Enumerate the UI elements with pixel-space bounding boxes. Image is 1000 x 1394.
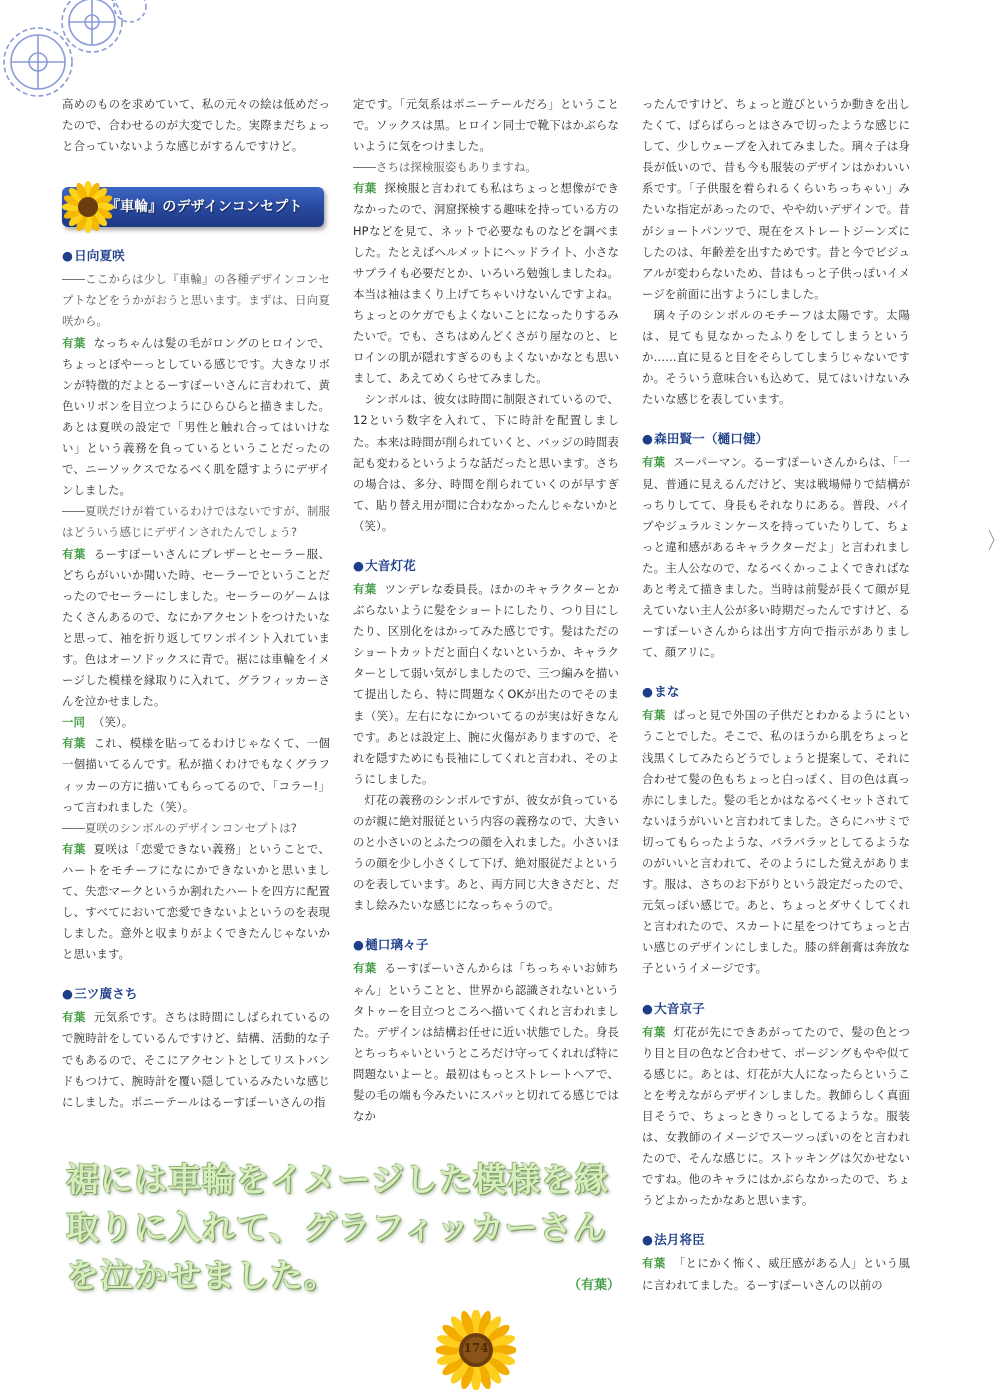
speaker-name: 有葉 [62,841,86,856]
paragraph: 璃々子のシンボルのモチーフは太陽です。太陽は、見ても見なかったふりをしてしまうというか……直に見ると目をそらしてしまうじゃないですか。そういう意味合いも込めて、見てはいけないみたいな感じを表しています。 [642,307,910,407]
speaker-paragraph [62,839,330,966]
speaker-name: 有葉 [62,335,86,350]
paragraph-text: 探検服と言われても私はちょっと想像ができなかったので、洞窟探検する趣味を持っている方のHPなどを見て、ネットで必要なものなどを調べました。たとえばヘルメットにヘッドライト、小さなサプライも必要だとか、いろいろ勉強しましたね。本当は袖はまくり上げてちゃいけないんですよね。ちょっとのケガでもよくないことになったりするみたいで。でも、さちはめんどくさがり屋なのと、ヒロインの肌が隠れすぎるのもよくないかなとも思いまして、あえてめくらせてみました。 [353,181,619,386]
pull-quote: 裾には車輪をイメージした模様を縁取りに入れて、グラフィッカーさんを泣かせました。 [66,1160,610,1295]
paragraph-text: るーすぽーいさんにブレザーとセーラー服、どちらがいいか聞いた時、セーラーでということだったのでセーラーにしました。セーラーのゲームはたくさんあるので、なにかアクセントをつけたいなと思って、袖を折り返してワンポイント入れています。色はオーソドックスに青で。裾には車輪をイメージした模様を縁取りに入れて、グラフィッカーさんを泣かせました。 [62,546,330,709]
character-name: 三ツ廣さち [74,986,138,1002]
text-column-1 [62,94,330,1113]
speaker-name: 一同 [62,715,85,730]
character-name: まな [654,684,680,700]
paragraph-text: るーすぽーいさんからは「ちっちゃいお姉ちゃん」ということと、世界から認識されないというタトゥーを目立つところへ描いてくれと言われました。デザインは結構お任せに近い状態でした。身長とちっちゃいというところだけ守ってくれれば特に問題ないよーと。最初はもっとストレートヘアで、髪の毛の端も今みたいにスパッと切れてる感じではなか [353,961,620,1124]
paragraph: ったんですけど、ちょっと遊びというか動きを出したくて、ばらばらっとはさみで切ったような感じにして、少しウェーブを入れてみました。璃々子は身長が低いので、昔も今も服装のデザインはかわいい系です。「子供服を着られるくらいちっちゃい」みたいな指定があったので、やや幼いデザインで。昔がショートパンツで、現在をストレートジーンズにしたのは、年齢差を出すためです。昔と今でビジュアルが変わらないため、昔はもっと子供っぽいイメージを前面に出すようにしました。 [642,97,910,301]
speaker-paragraph [62,733,330,817]
character-heading [642,998,910,1020]
paragraph: 高めのものを求めていて、私の元々の絵は低めだったので、合わせるのが大変でした。実際まだちょっと合っていないような感じがするんですけど。 [62,97,330,154]
character-name: 法月将臣 [654,1232,705,1248]
paragraph-text: スーパーマン。るーすぽーいさんからは、「一見、普通に見えるんだけど、実は戦場帰りで結構がっちりしてて、身長もそれなりにある。普段、パイプやジュラルミンケースを持っていたりして、ちょっと違和感があるキャラクターだよ」と言われました。主人公なので、なるべくかっこよくできればなあと考えて描きました。当時は前髪が長くて顔が見えていない主人公が多い時期だったんですけど、るーすぽーいさんからは出す方向で指示がありまして、顔アリに。 [642,455,911,660]
paragraph-text: ツンデレな委員長。ほかのキャラクターとかぶらないように髪をショートにしたり、つり目にしたり、区別化をはかってみた感じです。髪はただのショートカットだと面白くないというか、キャラクターとして弱い気がしましたので、三つ編みを描いて提出したら、特に問題なくOKが出たのでそのまま（笑）。左右になにかついてるのが実は好きなんです。あとは設定上、腕に火傷がありますので、それを隠すためにも長袖にしてくれと言われ、そのようにしました。 [353,581,620,786]
speaker-paragraph [62,712,330,733]
speaker-paragraph [62,333,330,502]
bullet-icon: ● [62,986,74,1002]
bullet-icon: ● [353,557,365,573]
speaker-paragraph [62,1007,330,1112]
speaker-paragraph [353,958,619,1127]
speaker-paragraph [62,544,330,713]
speaker-name: 有葉 [62,1010,86,1025]
character-heading [642,681,910,703]
page-number: 174 [463,1341,489,1355]
speaker-paragraph [642,452,910,663]
character-name: 樋口璃々子 [365,937,429,953]
speaker-name: 有葉 [642,455,666,470]
speaker-paragraph [642,1253,910,1295]
paragraph-text: （笑）。 [92,715,134,730]
speaker-paragraph [353,579,619,790]
speaker-name: 有葉 [642,708,666,723]
bullet-icon: ● [642,431,654,447]
text-column-3 [642,94,910,1296]
character-heading [642,1229,910,1251]
paragraph: シンボルは、彼女は時間に制限されているので、12という数字を入れて、下に時計を配置しました。本来は時間が削られていくと、バッジの時間表記も変わるというような話だったと思います。さちの場合は、多分、時間を削られていくのが早すぎて、貼り替え用が間に合わなかったんじゃないかと（笑）。 [353,392,619,533]
character-heading [62,245,330,267]
speaker-name: 有葉 [353,581,377,596]
character-heading [642,428,910,450]
interviewer-question: ――さちは探検服姿もありますね。 [353,160,537,175]
interviewer-question: ――ここからは少し『車輪』の各種デザインコンセプトなどをうかがおうと思います。まずは、日向夏咲から。 [62,272,330,329]
character-name: 森田賢一（樋口健） [654,431,769,447]
paragraph-text: 夏咲は「恋愛できない義務」ということで、ハートをモチーフになにかできないかと思いまして、失恋マークというか割れたハートを四方に配置し、すべてにおいて恋愛できないよというのを表現しました。意外と収まりがよくできたんじゃないかと思います。 [62,841,331,962]
character-heading [353,934,619,956]
bullet-icon: ● [642,1232,654,1248]
paragraph-text: 灯花が先にできあがってたので、髪の色とつり目と目の色など合わせて、ポージングもやや似てる感じに。あとは、灯花が大人になったらということを考えながらデザインしました。教師らしく真面目そうで、ちょっときりっとしてるような。服装は、女教師のイメージでスーツっぽいのをと言われたので、そんな感じに。ストッキングは欠かせないですね。他のキャラにはかぶらなかったので、ちょうどよかったかなあと思います。 [642,1024,911,1208]
paragraph-text: 元気系です。さちは時間にしばられているので腕時計をしているんですけど、結構、活動的な子でもあるので、そこにアクセントとしてリストバンドもつけて、腕時計を覆い隠しているみたいな感じにしました。ポニーテールはるーすぽーいさんの指 [62,1010,331,1109]
bullet-icon: ● [642,1000,654,1016]
bullet-icon: ● [353,937,365,953]
paragraph: 灯花の義務のシンボルですが、彼女が負っているのが親に絶対服従という内容の義務なので、大きいのと小さいのとふたつの顔を入れました。小さいほうの顔を少し小さくして下げ、絶対服従だよというのを表しています。あと、両方同じ大きさだと、だまし絵みたいな感じになっちゃうので。 [353,792,619,913]
paragraph-text: なっちゃんは髪の毛がロングのヒロインで、ちょっとぼやーっとしている感じです。大きなリボンが特徴的だよとるーすぽーいさんに言われて、黄色いリボンを目立つようにひらひらと描きました。あとは夏咲の設定で「男性と触れ合ってはいけない」という義務を負っているということだったので、ニーソックスでなるべく肌を隠すようにデザインしました。 [62,335,331,498]
pull-quote-speaker: （有葉） [568,1278,621,1293]
speaker-paragraph [353,178,619,389]
paragraph: 定です。「元気系はポニーテールだろ」ということで。ソックスは黒。ヒロイン同士で靴下はかぶらないように気をつけました。 [353,97,619,154]
interviewer-question: ――夏咲だけが着ているわけではないですが、制服はどういう感じにデザインされたんでしょう? [62,504,330,540]
speaker-paragraph [642,1022,910,1212]
speaker-name: 有葉 [642,1024,666,1039]
speaker-name: 有葉 [62,736,86,751]
speaker-name: 有葉 [353,961,377,976]
section-title: 『車輪』のデザインコンセプト [106,199,303,216]
paragraph-text: 「とにかく怖く、威圧感がある人」という風に言われてました。るーすぽーいさんの以前の [642,1256,911,1292]
interviewer-question: ――夏咲のシンボルのデザインコンセプトは? [62,820,297,835]
bullet-icon: ● [62,248,74,264]
page-number-badge [436,1310,516,1390]
character-name: 大音京子 [654,1000,705,1016]
speaker-name: 有葉 [642,1256,666,1271]
speaker-name: 有葉 [62,546,86,561]
paragraph-text: これ、模様を貼ってるわけじゃなくて、一個一個描いてるんです。私が描くわけでもなくグラフィッカーの方に描いてもらってるので、「コラー!」って言われました（笑）。 [62,736,331,814]
character-name: 日向夏咲 [74,248,125,264]
speaker-name: 有葉 [353,181,377,196]
character-heading [353,555,619,577]
paragraph-text: ぱっと見で外国の子供だとわかるようにということでした。そこで、私のほうから肌をちょっと浅黒くしてみたらどうでしょうと提案して、それに合わせて髪の色もちょっと白っぽく、目の色は真っ赤にしました。髪の毛とかはなるべくセットされてないほうがいいと言われてました。さらにハサミで切ってもらったような、バラバラッとしてるようなのがいいと言われて、そのようにした覚えがあります。服は、さちのお下がりという設定だったので、元気っぽい感じで。あと、ちょっとダサくしてくれと言われたので、スカートに星をつけてちょっと古い感じのデザインにしました。膝の絆創膏は奔放な子というイメージです。 [642,708,910,976]
character-name: 大音灯花 [365,557,416,573]
speaker-paragraph [642,705,910,979]
character-heading [62,983,330,1005]
text-column-2 [353,94,619,1127]
bullet-icon: ● [642,684,654,700]
edge-mark-icon [988,530,996,550]
section-banner [62,187,324,227]
